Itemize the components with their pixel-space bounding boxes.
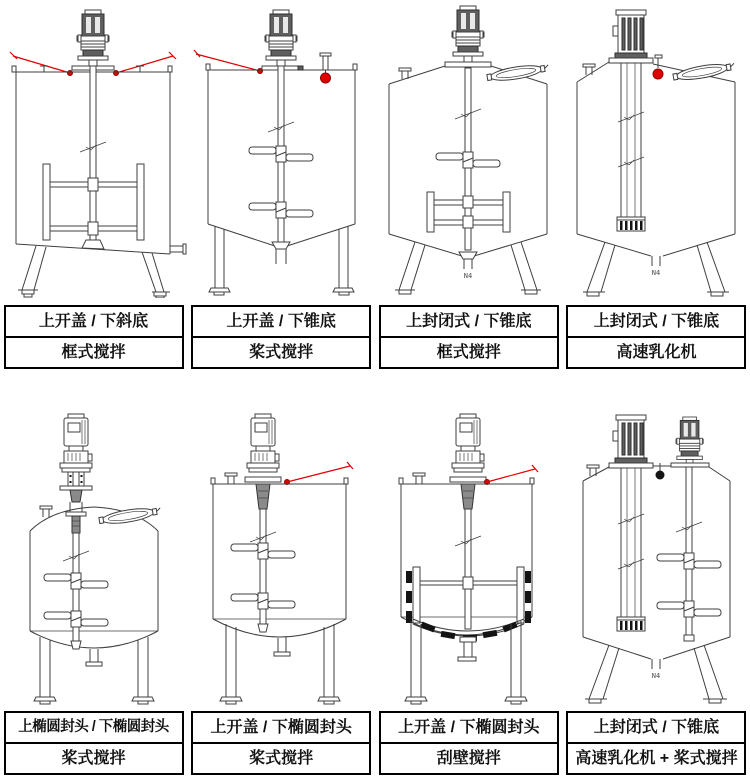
catalog-cell-2 <box>188 2 375 369</box>
catalog-cell-6 <box>188 369 375 775</box>
emulsifier-motor <box>609 10 653 63</box>
tank-diagram-2 <box>188 2 375 298</box>
tank-diagram-8 <box>563 369 750 707</box>
tank-diagram-4 <box>563 2 750 298</box>
agitator-type-label: 刮壁搅拌 <box>381 742 557 773</box>
closed-top-emulsifier-plus-paddle-tank-drawing <box>563 369 750 707</box>
tank-top <box>30 505 162 531</box>
agitator-type-label: 桨式搅拌 <box>193 336 369 367</box>
motor <box>262 10 300 70</box>
tank-diagram-7 <box>375 369 562 707</box>
catalog-cell-4 <box>563 2 750 369</box>
paddle-agitator <box>231 509 295 632</box>
legs <box>34 637 154 704</box>
cone-bottom-outlet <box>577 234 735 277</box>
elliptical-head-paddle-tank-drawing <box>0 369 187 707</box>
head-type-label: 上封闭式 / 下锥底 <box>406 313 532 330</box>
catalog-row-1 <box>0 2 750 369</box>
spec-label-7 <box>379 711 559 775</box>
paddle-motor <box>671 417 709 467</box>
outlet-nozzle-label: N4 <box>651 269 661 277</box>
valve-ball-icon <box>655 463 664 480</box>
open-top-slant-bottom-frame-tank-drawing <box>0 2 187 298</box>
spec-label-8 <box>566 711 746 775</box>
catalog-cell-7 <box>375 369 562 775</box>
frame-agitator <box>43 66 144 249</box>
valve-ball-icon <box>653 55 663 79</box>
motor <box>450 414 486 509</box>
head-type-label: 上封闭式 / 下锥底 <box>593 719 720 736</box>
head-type-label: 上开盖 / 下椭圆封头 <box>210 719 352 736</box>
agitator-type-label: 框式搅拌 <box>6 336 182 367</box>
open-top-cone-bottom-paddle-tank-drawing <box>188 2 375 298</box>
open-top-elliptical-bottom-scraper-tank-drawing <box>375 369 562 707</box>
tank-outlet <box>458 637 476 661</box>
spec-label-4 <box>566 305 746 369</box>
spec-label-5 <box>4 711 184 775</box>
catalog-row-2 <box>0 369 750 775</box>
spec-label-6 <box>191 711 371 775</box>
legs <box>220 624 340 704</box>
paddle-agitator <box>249 66 313 242</box>
head-type-label: 上开盖 / 下锥底 <box>226 313 336 330</box>
tank-outlet <box>274 637 290 656</box>
head-type-label: 上椭圆封头 / 下椭圆封头 <box>18 719 169 735</box>
motor <box>445 6 491 67</box>
agitator-type-label: 高速乳化机 <box>568 336 744 367</box>
outlet-nozzle-label: N4 <box>464 272 473 280</box>
open-top-elliptical-bottom-paddle-tank-drawing <box>188 369 375 707</box>
catalog-cell-8 <box>563 369 750 775</box>
head-type-label: 上开盖 / 下椭圆封头 <box>398 719 540 736</box>
catalog-cell-3 <box>375 2 562 369</box>
closed-top-emulsifier-tank-drawing <box>563 2 750 298</box>
emulsifier-motor <box>609 415 653 468</box>
lid-hinge-line <box>284 462 353 485</box>
spray-ball-icon <box>320 53 331 83</box>
head-type-label: 上封闭式 / 下锥底 <box>593 313 720 330</box>
spec-label-2 <box>191 305 371 369</box>
tank-outlet <box>86 649 102 666</box>
frame-agitator <box>427 68 510 250</box>
tank-diagram-1 <box>0 2 187 298</box>
emulsifier-shaft <box>617 63 645 231</box>
tank-body <box>577 82 735 234</box>
scraper-agitator <box>406 509 531 641</box>
motor <box>72 10 114 70</box>
head-type-label: 上开盖 / 下斜底 <box>38 313 149 330</box>
cone-bottom-outlet <box>583 637 730 680</box>
agitator-type-label: 高速乳化机 + 桨式搅拌 <box>568 742 744 773</box>
legs <box>405 621 527 704</box>
catalog-cell-5 <box>0 369 187 775</box>
tank-body <box>30 531 158 648</box>
spec-label-1 <box>4 305 184 369</box>
tank-outlet <box>170 244 186 254</box>
catalog-cell-1 <box>0 2 187 369</box>
agitator-type-label: 桨式搅拌 <box>193 742 369 773</box>
outlet-nozzle-label: N4 <box>651 672 661 680</box>
legs <box>18 246 170 298</box>
motor <box>60 414 92 533</box>
agitator-type-label: 框式搅拌 <box>381 336 557 367</box>
closed-top-cone-bottom-frame-tank-drawing <box>375 2 562 298</box>
spec-label-3 <box>379 305 559 369</box>
tank-diagram-3 <box>375 2 562 298</box>
paddle-agitator <box>657 467 721 641</box>
paddle-agitator <box>44 533 108 649</box>
emulsifier-shaft <box>617 468 645 631</box>
tank-diagram-6 <box>188 369 375 707</box>
agitator-type-label: 桨式搅拌 <box>6 742 182 773</box>
motor <box>245 414 281 509</box>
tank-diagram-5 <box>0 369 187 707</box>
